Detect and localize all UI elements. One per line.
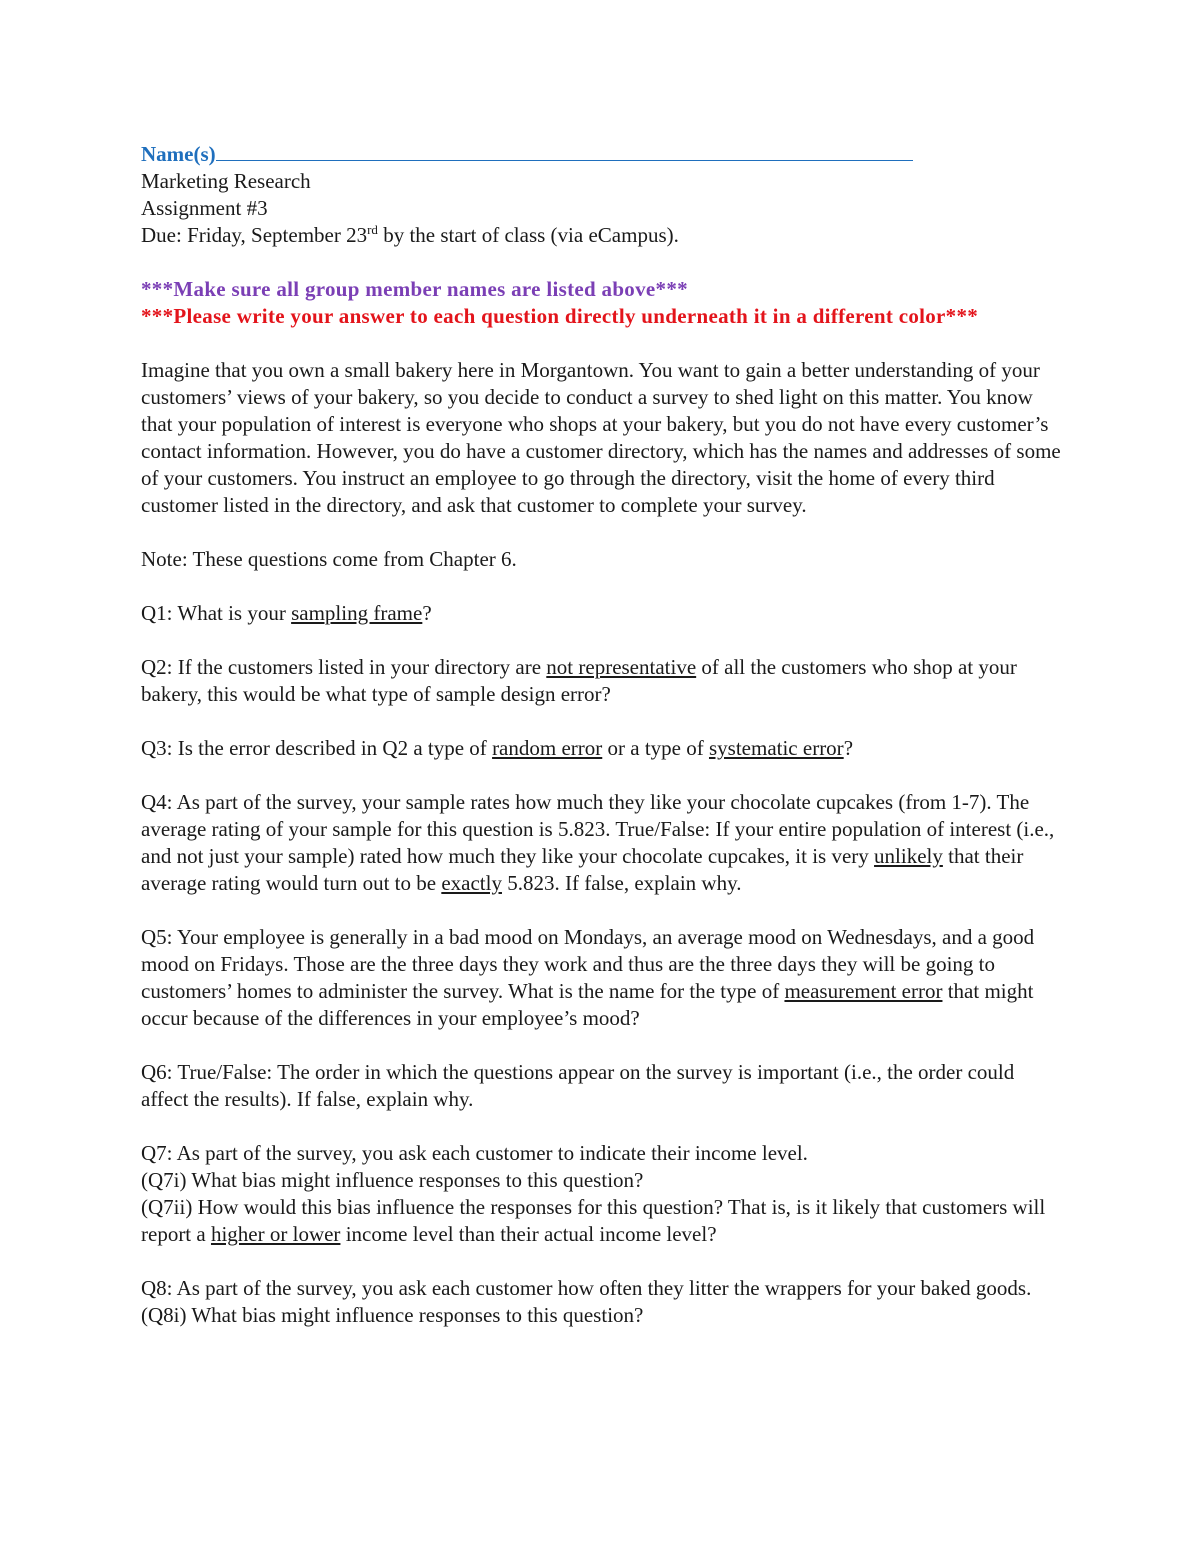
question-7ii: (Q7ii) How would this bias influence the responses for this question? That is, is it likely that customers will report a higher or lower income level than their actual income level? — [141, 1195, 1046, 1246]
question-7 — [141, 1140, 1061, 1248]
document-page — [141, 140, 1061, 1329]
question-8 — [141, 1275, 1061, 1329]
due-ordinal: rd — [367, 222, 378, 237]
due-prefix: Due: Friday, September 23 — [141, 223, 368, 247]
term-measurement-error: measurement error — [784, 979, 943, 1003]
course-title: Marketing Research — [141, 169, 311, 193]
name-blank-line[interactable] — [216, 140, 913, 161]
question-7-stem: Q7: As part of the survey, you ask each customer to indicate their income level. — [141, 1141, 808, 1165]
question-1: Q1: What is your sampling frame? — [141, 601, 432, 625]
term-higher-or-lower: higher or lower — [210, 1222, 341, 1246]
term-exactly: exactly — [441, 871, 502, 895]
question-7i: (Q7i) What bias might influence responses to this question? — [141, 1168, 644, 1192]
question-8-stem: Q8: As part of the survey, you ask each customer how often they litter the wrappers for your baked goods. — [141, 1276, 1032, 1300]
question-3: Q3: Is the error described in Q2 a type of random error or a type of systematic error? — [141, 736, 854, 760]
term-random-error: random error — [492, 736, 603, 760]
question-2: Q2: If the customers listed in your directory are not representative of all the customers who shop at your bakery, this would be what type of sample design error? — [141, 655, 1017, 706]
names-instruction: ***Make sure all group member names are listed above*** — [141, 277, 688, 301]
name-field-row — [141, 140, 1061, 168]
term-sampling-frame: sampling frame — [291, 601, 423, 625]
term-systematic-error: systematic error — [708, 736, 844, 760]
question-6: Q6: True/False: The order in which the questions appear on the survey is important (i.e., the order could affect the results). If false, explain why. — [141, 1060, 1015, 1111]
question-5: Q5: Your employee is generally in a bad mood on Mondays, an average mood on Wednesdays, and a good mood on Fridays. Those are the three days they work and thus are the three days they will be going to customers’ homes to administer the survey. What is the name for the type of measurement error that might occur because of the differences in your employee’s mood? — [141, 925, 1035, 1030]
assignment-number: Assignment #3 — [141, 196, 268, 220]
due-date — [141, 222, 1061, 249]
due-suffix: by the start of class (via eCampus). — [377, 223, 679, 247]
question-4: Q4: As part of the survey, your sample rates how much they like your chocolate cupcakes (from 1-7). The average rating of your sample for this question is 5.823. True/False: If your entire population of interest (i.e., and not just your sample) rated how much they like your chocolate cupcakes, it is very unlikely that their average rating would turn out to be exactly 5.823. If false, explain why. — [141, 790, 1055, 895]
term-not-representative: not representative — [546, 655, 697, 679]
name-label: Name(s) — [141, 142, 216, 166]
chapter-note: Note: These questions come from Chapter 6. — [141, 547, 517, 571]
scenario-paragraph: Imagine that you own a small bakery here in Morgantown. You want to gain a better understanding of your customers’ views of your bakery, so you decide to conduct a survey to shed light on this matter. You know that your population of interest is everyone who shops at your bakery, but you do not have every customer’s contact information. However, you do have a customer directory, which has the names and addresses of some of your customers. You instruct an employee to go through the directory, visit the home of every third customer listed in the directory, and ask that customer to complete your survey. — [141, 358, 1061, 517]
question-8i: (Q8i) What bias might influence responses to this question? — [141, 1303, 644, 1327]
answer-instruction: ***Please write your answer to each question directly underneath it in a different color*** — [141, 304, 979, 328]
term-unlikely: unlikely — [874, 844, 943, 868]
